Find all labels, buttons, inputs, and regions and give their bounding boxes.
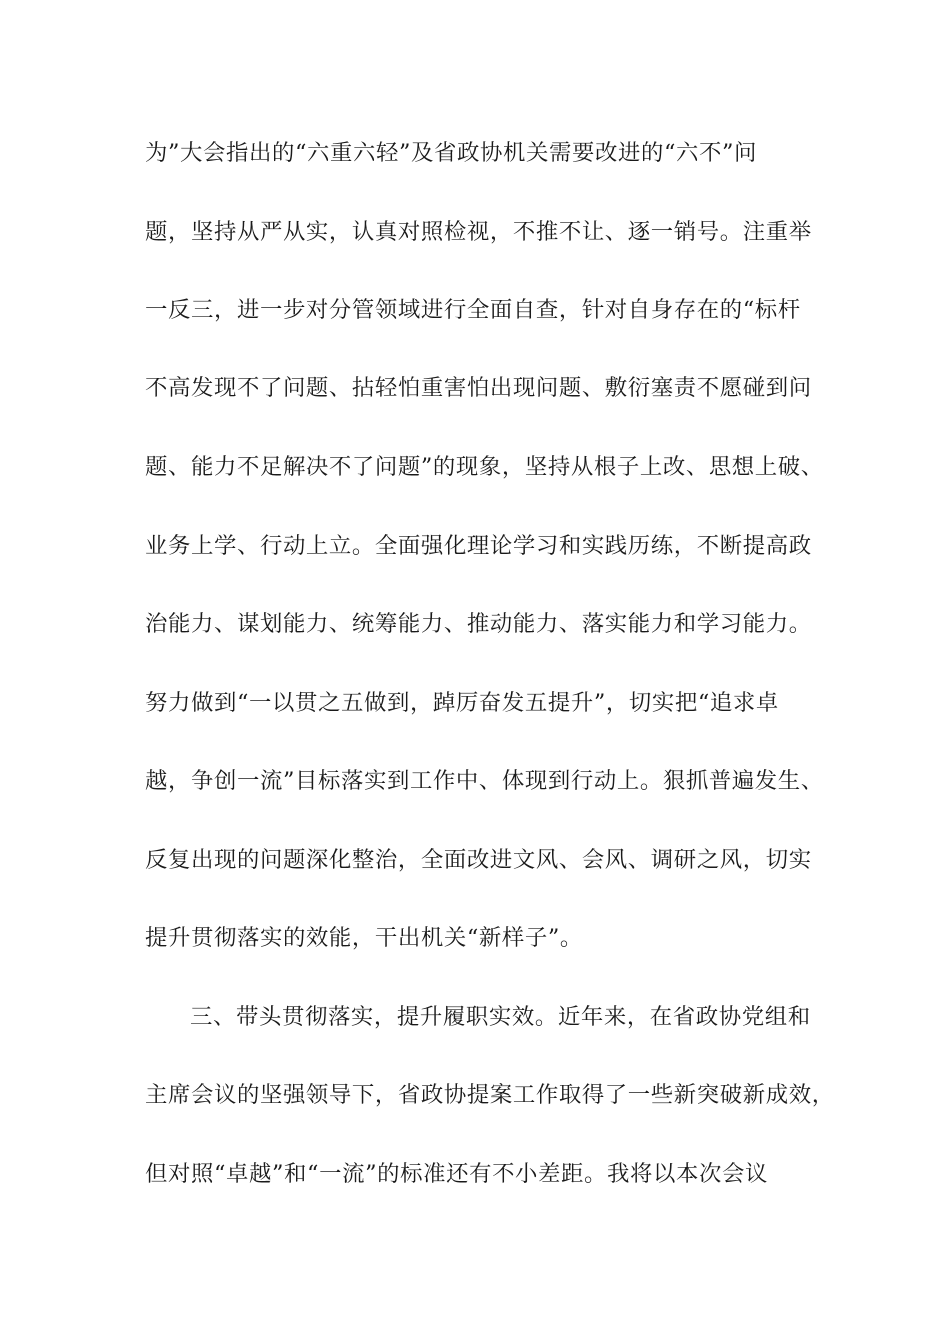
text-line: 但对照“卓越”和“一流”的标准还有不小差距。我将以本次会议 [145, 1161, 768, 1187]
text-line: 治能力、谋划能力、统筹能力、推动能力、落实能力和学习能力。 [145, 611, 812, 637]
text-line: 努力做到“一以贯之五做到，踔厉奋发五提升”，切实把“追求卓 [145, 690, 779, 716]
text-line: 为”大会指出的“六重六轻”及省政协机关需要改进的“六不”问 [145, 140, 758, 166]
text-line: 业务上学、行动上立。全面强化理论学习和实践历练，不断提高政 [145, 533, 812, 559]
text-line: 越，争创一流”目标落实到工作中、体现到行动上。狠抓普遍发生、 [145, 768, 824, 794]
text-line: 题，坚持从严从实，认真对照检视，不推不让、逐一销号。注重举 [145, 219, 812, 245]
text-line: 一反三，进一步对分管领域进行全面自查，针对自身存在的“标杆 [145, 297, 801, 323]
text-line: 提升贯彻落实的效能，干出机关“新样子”。 [145, 925, 583, 951]
text-line: 题、能力不足解决不了问题”的现象，坚持从根子上改、思想上破、 [145, 454, 824, 480]
text-line: 主席会议的坚强领导下，省政协提案工作取得了一些新突破新成效， [145, 1082, 835, 1108]
text-line: 不高发现不了问题、拈轻怕重害怕出现问题、敷衍塞责不愿碰到问 [145, 375, 812, 401]
text-line: 反复出现的问题深化整治，全面改进文风、会风、调研之风，切实 [145, 847, 812, 873]
paragraph-start-line: 三、带头贯彻落实，提升履职实效。近年来，在省政协党组和 [190, 1004, 811, 1030]
